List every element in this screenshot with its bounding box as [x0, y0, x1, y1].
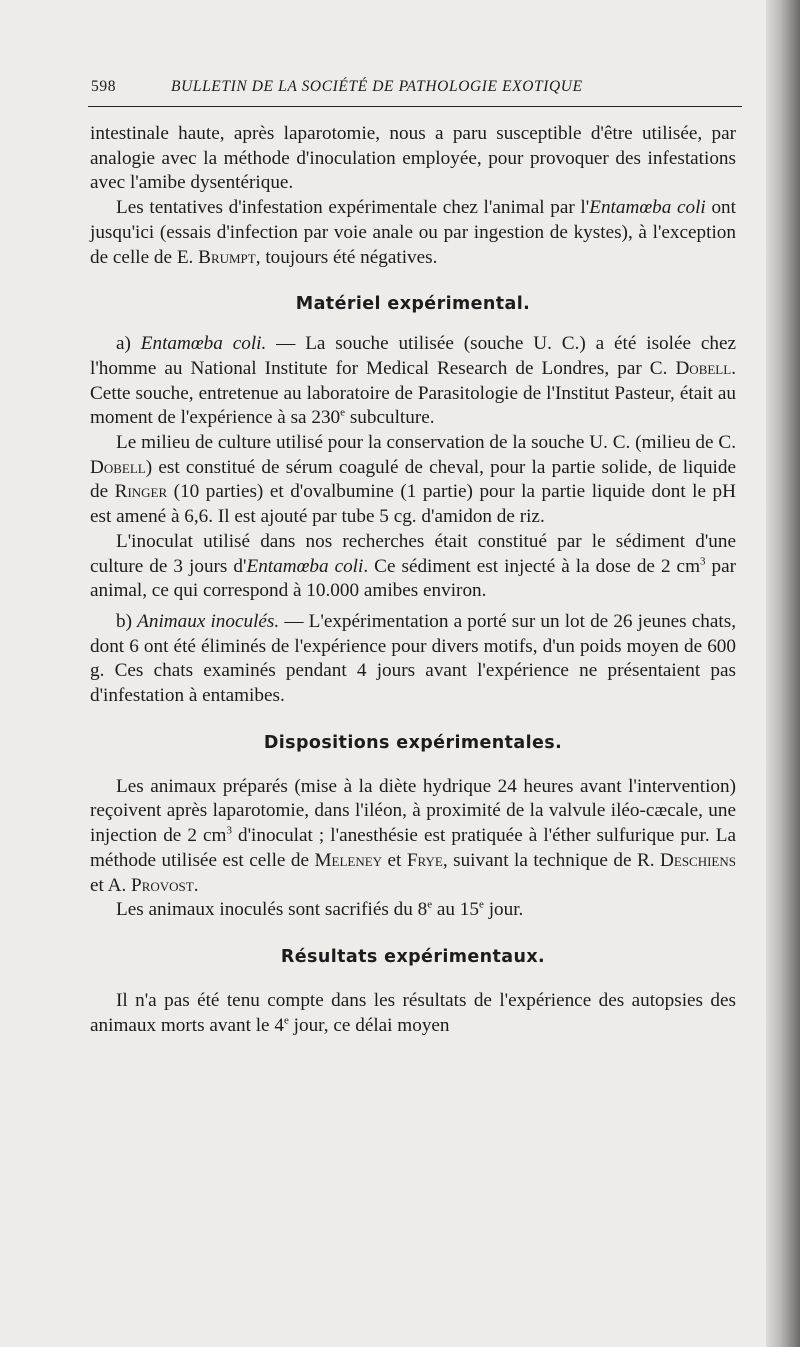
author-name: Brumpt [198, 246, 256, 268]
paragraph: intestinale haute, après laparotomie, nous a paru susceptible d'être utilisée, par analogie avec la méthode d'inoculation employée, pour provoquer des infestations avec l'amibe dysentérique. [90, 123, 736, 194]
section-heading: Matériel expérimental. [295, 294, 531, 315]
section-heading: Résultats expérimentaux. [280, 946, 546, 967]
author-name: Provost [131, 874, 194, 896]
paragraph: a) Entamœba coli. — La souche utilisée (souche U. C.) a été isolée chez l'homme au National Institute for Medical Research de Londres, par C. Dobell. Cette souche, entretenue au laboratoire de Parasitologie de l'Institut Pasteur, était au moment de l'expérience à sa 230e subculture. [90, 333, 736, 429]
paragraph: Il n'a pas été tenu compte dans les résultats de l'expérience des autopsies des animaux morts avant le 4e jour, ce délai moyen [90, 989, 736, 1036]
paragraph: Les tentatives d'infestation expérimentale chez l'animal par l'Entamœba coli ont jusqu'ici (essais d'infection par voie anale ou par ingestion de kystes), à l'exception de celle de E. Brumpt, toujours été négatives. [90, 197, 736, 268]
article-body [90, 122, 736, 1038]
author-name: Dobell [675, 357, 732, 379]
header-rule [88, 106, 742, 107]
paragraph: L'inoculat utilisé dans nos recherches était constitué par le sédiment d'une culture de 3 jours d'Entamœba coli. Ce sédiment est injecté à la dose de 2 $cm^3$ par animal, ce qui correspond à 10.000 amibes environ. [90, 530, 737, 602]
paragraph: b) Animaux inoculés. — L'expérimentation a porté sur un lot de 26 jeunes chats, dont 6 ont été éliminés de l'expérience pour divers motifs, d'un poids moyen de 600 g. Ces chats examinés pendant 4 jours avant l'expérience ne présentaient pas d'infestation à entamibes. [90, 610, 736, 707]
section-heading: Dispositions expérimentales. [263, 732, 563, 753]
author-name: Deschiens [660, 849, 736, 871]
author-name: Dobell [90, 456, 146, 478]
page-number: 598 [91, 78, 117, 95]
running-title: BULLETIN DE LA SOCIÉTÉ DE PATHOLOGIE EXOTIQUE [171, 78, 583, 95]
author-name: Frye [406, 849, 443, 871]
paragraph: Les animaux préparés (mise à la diète hydrique 24 heures avant l'intervention) reçoivent après laparotomie, dans l'iléon, à proximité de la valvule iléo-cæcale, une injection de 2 $cm^3$ d'inoculat ; l'anesthésie est pratiquée à l'éther sulfurique pur. La méthode utilisée est celle de Meleney et Frye, suivant la technique de R. Deschiens et A. Provost. [90, 775, 736, 896]
paragraph: Le milieu de culture utilisé pour la conservation de la souche U. C. (milieu de C. Dobell) est constitué de sérum coagulé de cheval, pour la partie solide, de liquide de Ringer (10 parties) et d'ovalbumine (1 partie) pour la partie liquide dont le pH est amené à 6,6. Il est ajouté par tube 5 cg. d'amidon de riz. [90, 432, 736, 528]
author-name: Ringer [114, 481, 168, 503]
author-name: Meleney [314, 849, 383, 871]
page-binding-shadow [766, 0, 800, 1347]
paragraph: Les animaux inoculés sont sacrifiés du 8e au 15e jour. [116, 898, 524, 921]
